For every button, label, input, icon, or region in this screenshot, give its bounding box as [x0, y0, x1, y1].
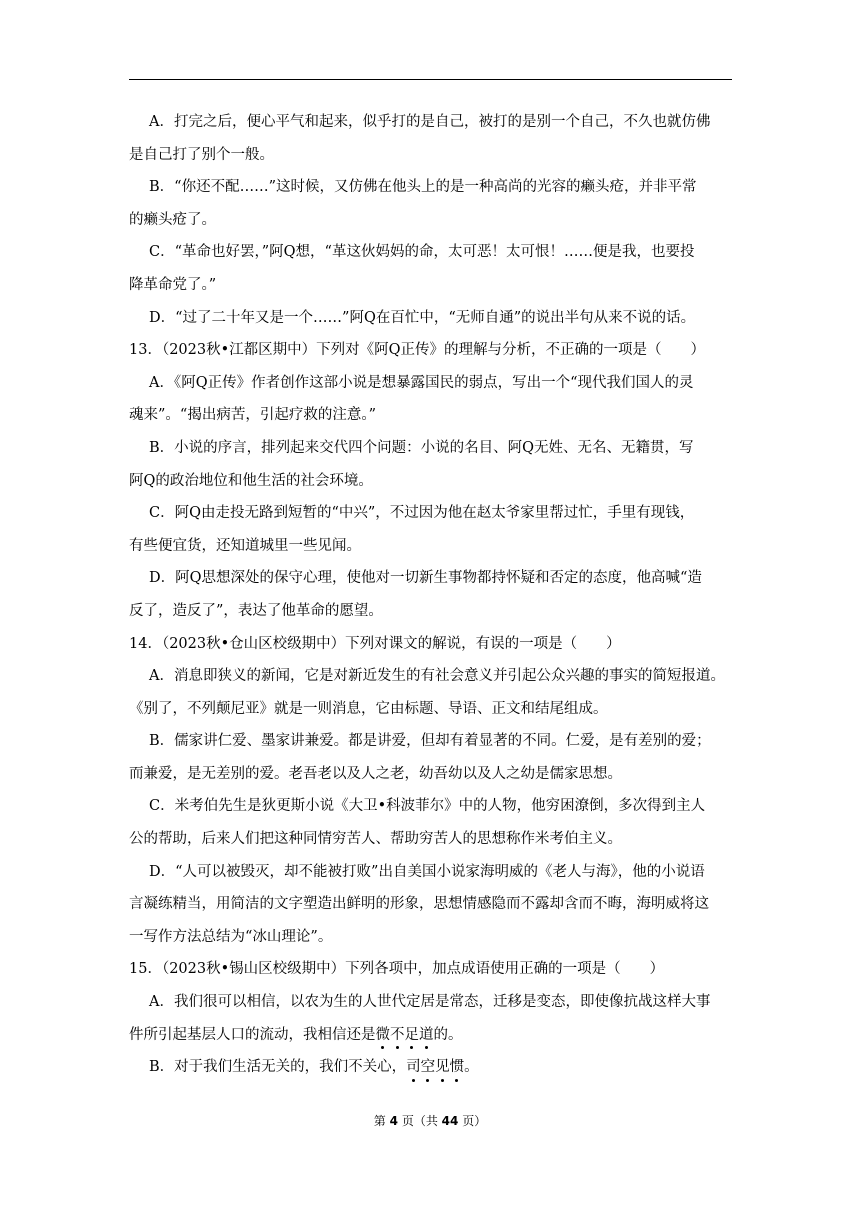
dotted-char: 司 [406, 1051, 421, 1084]
text-line: 魂来”。“揭出病苦，引起疗救的注意。” [129, 407, 376, 424]
header-rule [129, 79, 732, 80]
text-line: 一写作方法总结为“冰山理论”。 [129, 928, 333, 945]
footer-post: 页） [462, 1114, 487, 1128]
dotted-char: 惯 [450, 1051, 465, 1084]
dotted-char: 不 [390, 1019, 405, 1052]
text-line-with-dotted-idiom [129, 1051, 732, 1084]
dotted-char: 道 [419, 1019, 434, 1052]
text-line: D．阿Q思想深处的保守心理，使他对一切新生事物都持怀疑和否定的态度，他高喊“造 [149, 570, 702, 587]
dotted-char: 空 [421, 1051, 436, 1084]
footer-mid: 页（共 [401, 1114, 438, 1128]
text-before: 件所引起基层人口的流动，我相信还是 [129, 1026, 376, 1043]
dotted-char: 微 [376, 1019, 391, 1052]
text-line: A．消息即狭义的新闻，它是对新近发生的有社会意义并引起公众兴趣的事实的简短报道。 [149, 668, 725, 685]
text-line: D．“人可以被毁灭，却不能被打败”出自美国小说家海明威的《老人与海》，他的小说语 [149, 863, 705, 880]
text-line: A．《阿Q正传》作者创作这部小说是想暴露国民的弱点，写出一个“现代我们国人的灵 [149, 374, 694, 391]
text-line: 降革命党了。” [129, 276, 217, 293]
text-after: 的。 [433, 1026, 463, 1043]
text-line: 公的帮助，后来人们把这种同情穷苦人、帮助穷苦人的思想称作米考伯主义。 [129, 831, 622, 848]
text-line: 有些便宜货，还知道城里一些见闻。 [129, 537, 361, 554]
question-lines [129, 106, 732, 1019]
text-line: 是自己打了别个一般。 [129, 146, 274, 163]
text-line: B．“你还不配……”这时候，又仿佛在他头上的是一种高尚的光容的癞头疮，并非平常 [149, 179, 697, 196]
text-line: 的癞头疮了。 [129, 211, 216, 228]
text-line: C．米考伯先生是狄更斯小说《大卫•科波菲尔》中的人物，他穷困潦倒，多次得到主人 [149, 798, 706, 815]
footer-page-number: 4 [389, 1114, 398, 1128]
text-line: C．“革命也好罢，”阿Q想，“革这伙妈妈的命，太可恶！太可恨！……便是我，也要投 [149, 244, 695, 261]
footer-total-pages: 44 [441, 1114, 459, 1128]
text-line: 反了，造反了”，表达了他革命的愿望。 [129, 602, 383, 619]
text-after: 。 [464, 1059, 479, 1076]
text-line: B．小说的序言，排列起来交代四个问题：小说的名目、阿Q无姓、无名、无籍贯，写 [149, 439, 694, 456]
dotted-char: 见 [435, 1051, 450, 1084]
text-line: 言凝练精当，用简洁的文字塑造出鲜明的形象，思想情感隐而不露却含而不晦，海明威将这 [129, 896, 709, 913]
footer-pre: 第 [373, 1114, 386, 1128]
text-line: 阿Q的政治地位和他生活的社会环境。 [129, 472, 373, 489]
text-before: B．对于我们生活无关的，我们不关心， [149, 1059, 407, 1076]
dotted-idiom [406, 1059, 464, 1075]
text-line: C．阿Q由走投无路到短暂的“中兴”，不过因为他在赵太爷家里帮过忙，手里有现钱， [149, 505, 695, 522]
text-line: 15．（2023秋•锡山区校级期中）下列各项中，加点成语使用正确的一项是（ ） [129, 961, 665, 978]
text-line: A．我们很可以相信，以农为生的人世代定居是常态，迁移是变态，即使像抗战这样大事 [149, 994, 711, 1011]
text-line-with-dotted-idiom [129, 1019, 732, 1052]
text-line: A．打完之后，便心平气和起来，似乎打的是自己，被打的是别一个自己，不久也就仿佛 [149, 114, 711, 130]
dotted-idiom [376, 1027, 434, 1043]
text-line: 13．（2023秋•江都区期中）下列对《阿Q正传》的理解与分析，不正确的一项是（ ） [129, 342, 706, 359]
text-line: B．儒家讲仁爱、墨家讲兼爱。都是讲爱，但却有着显著的不同。仁爱，是有差别的爱； [149, 733, 711, 750]
page-footer [0, 1112, 860, 1129]
text-line: D．“过了二十年又是一个……”阿Q在百忙中，“无师自通”的说出半句从来不说的话。 [149, 309, 696, 326]
page-content [129, 106, 732, 1084]
text-line: 《别了，不列颠尼亚》就是一则消息，它由标题、导语、正文和结尾组成。 [129, 700, 608, 717]
text-line: 14．（2023秋•仓山区校级期中）下列对课文的解说，有误的一项是（ ） [129, 635, 621, 652]
text-line: 而兼爱，是无差别的爱。老吾老以及人之老，幼吾幼以及人之幼是儒家思想。 [129, 765, 622, 782]
dotted-char: 足 [405, 1019, 420, 1052]
